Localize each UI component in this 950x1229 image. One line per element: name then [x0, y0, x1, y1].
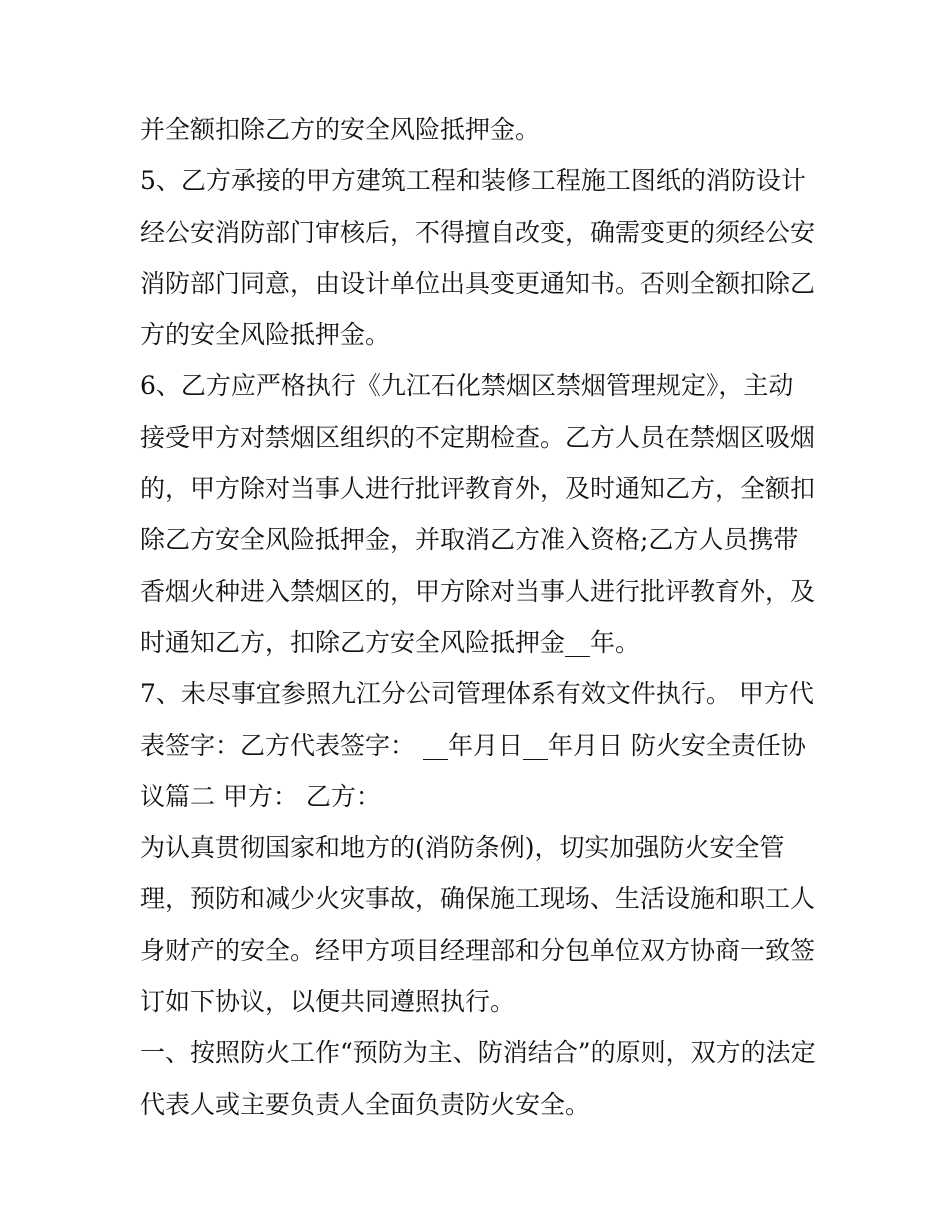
text-line: 接受甲方对禁烟区组织的不定期检查。乙方人员在禁烟区吸烟 — [140, 422, 816, 452]
text-line: 为认真贯彻国家和地方的(消防条例)，切实加强防火安全管 — [140, 833, 785, 863]
text-line: 的，甲方除对当事人进行批评教育外，及时通知乙方，全额扣 — [140, 474, 816, 504]
text-line: 6、乙方应严格执行《九江石化禁烟区禁烟管理规定》，主动 — [140, 371, 794, 401]
text-line: 一、按照防火工作“预防为主、防消结合”的原则，双方的法定 — [140, 1038, 816, 1068]
text-line: 订如下协议，以便共同遵照执行。 — [140, 987, 516, 1017]
document-body — [140, 104, 840, 1130]
text-line: 并全额扣除乙方的安全风险抵押金。 — [140, 115, 541, 144]
text-line: 方的安全风险抵押金。 — [140, 320, 391, 350]
text-line: 表签字：乙方代表签字： __年月日__年月日 防火安全责任协 — [140, 730, 806, 760]
text-line: 香烟火种进入禁烟区的，甲方除对当事人进行批评教育外，及 — [140, 576, 816, 606]
text-line: 7、未尽事宜参照九江分公司管理体系有效文件执行。 甲方代 — [140, 679, 814, 709]
text-line: 时通知乙方，扣除乙方安全风险抵押金__年。 — [140, 627, 641, 657]
text-line: 5、乙方承接的甲方建筑工程和装修工程施工图纸的消防设计 — [140, 166, 806, 196]
text-line: 身财产的安全。经甲方项目经理部和分包单位双方协商一致签 — [140, 935, 816, 965]
text-line: 消防部门同意，由设计单位出具变更通知书。否则全额扣除乙 — [140, 268, 816, 298]
text-line: 除乙方安全风险抵押金，并取消乙方准入资格;乙方人员携带 — [140, 525, 799, 555]
text-line: 经公安消防部门审核后，不得擅自改变，确需变更的须经公安 — [140, 217, 816, 247]
text-line: 理，预防和减少火灾事故，确保施工现场、生活设施和职工人 — [140, 884, 816, 914]
text-line: 议篇二 甲方： 乙方： — [140, 781, 381, 811]
text-line: 代表人或主要负责人全面负责防火安全。 — [140, 1089, 591, 1119]
